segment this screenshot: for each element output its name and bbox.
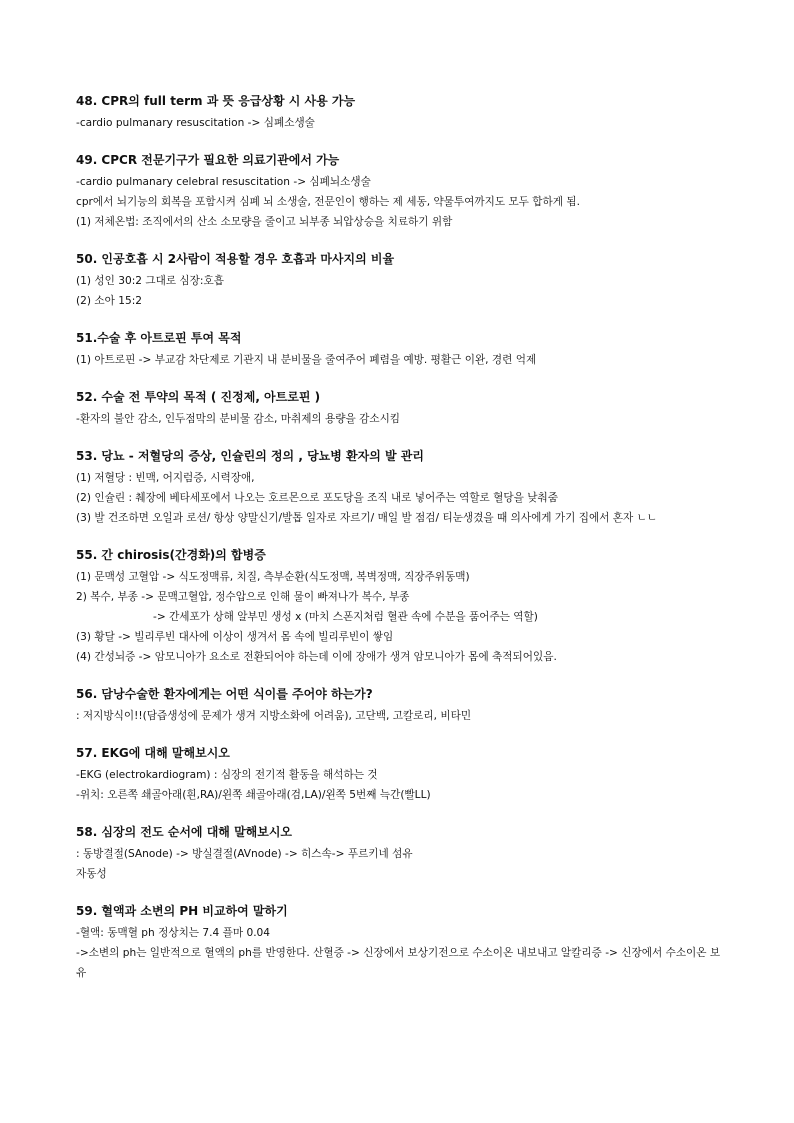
document-page: [76, 91, 722, 1000]
section-line: : 동방결절(SAnode) -> 방실결절(AVnode) -> 히스속-> 푸르키네 섬유: [76, 848, 413, 860]
section-line: 2) 복수, 부종 -> 문맥고혈압, 정수압으로 인해 물이 빠져나가 복수, 부종: [76, 591, 410, 603]
section-57: [76, 743, 722, 805]
section-line: (3) 황달 -> 빌리루빈 대사에 이상이 생겨서 몸 속에 빌리루빈이 쌓임: [76, 631, 394, 643]
section-line: (3) 발 건조하면 오일과 로션/ 항상 양말신기/발톱 일자로 자르기/ 매일 발 점검/ 티눈생겼을 때 의사에게 가기 집에서 혼자 ㄴㄴ: [76, 512, 658, 524]
section-55: [76, 545, 722, 667]
section-line: (1) 아트로핀 -> 부교감 차단제로 기관지 내 분비물을 줄여주어 폐렴을 예방. 평활근 이완, 경련 억제: [76, 354, 537, 366]
section-line: -> 간세포가 상해 알부민 생성 x (마치 스폰지처럼 혈관 속에 수분을 품어주는 역할): [153, 611, 538, 623]
section-line: -cardio pulmanary celebral resuscitation -> 심폐뇌소생술: [76, 176, 371, 188]
section-53: [76, 446, 722, 528]
section-line: 자동성: [76, 868, 107, 880]
section-heading: 59. 혈액과 소변의 PH 비교하여 말하기: [76, 904, 288, 918]
section-49: [76, 150, 722, 232]
section-line: : 저지방식이!!(담즙생성에 문제가 생겨 지방소화에 어려움), 고단백, 고칼로리, 비타민: [76, 710, 472, 722]
section-58: [76, 822, 722, 884]
section-heading: 52. 수술 전 투약의 목적 ( 진정제, 아트로핀 ): [76, 390, 321, 404]
section-line: (1) 성인 30:2 그대로 심장:호흡: [76, 275, 224, 287]
section-heading: 50. 인공호흡 시 2사람이 적용할 경우 호흡과 마사지의 비율: [76, 252, 395, 266]
section-heading: 48. CPR의 full term 과 뜻 응급상황 시 사용 가능: [76, 94, 356, 108]
section-heading: 49. CPCR 전문기구가 필요한 의료기관에서 가능: [76, 153, 340, 167]
section-line: (2) 소아 15:2: [76, 295, 142, 307]
section-line: cpr에서 뇌기능의 회복을 포함시켜 심폐 뇌 소생술, 전문인이 행하는 제 세동, 약물투여까지도 모두 합하게 됨.: [76, 196, 580, 208]
section-line: ->소변의 ph는 일반적으로 혈액의 ph를 반영한다. 산혈증 -> 신장에서 보상기전으로 수소이온 내보내고 알칼리증 -> 신장에서 수소이온 보유: [76, 947, 721, 979]
section-line: (4) 간성뇌증 -> 암모니아가 요소로 전환되어야 하는데 이에 장애가 생겨 암모니아가 몸에 축적되어있음.: [76, 651, 557, 663]
section-heading: 58. 심장의 전도 순서에 대해 말해보시오: [76, 825, 293, 839]
section-line: -EKG (electrokardiogram) : 심장의 전기적 활동을 해석하는 것: [76, 769, 378, 781]
section-heading: 55. 간 chirosis(간경화)의 합병증: [76, 548, 266, 562]
section-line: -cardio pulmanary resuscitation -> 심폐소생술: [76, 117, 315, 129]
section-line: -위치: 오른쪽 쇄골아래(흰,RA)/왼쪽 쇄골아래(검,LA)/왼쪽 5번째 늑간(빨LL): [76, 789, 431, 801]
section-line: -환자의 불안 감소, 인두점막의 분비물 감소, 마취제의 용량을 감소시킴: [76, 413, 401, 425]
section-56: [76, 684, 722, 726]
section-line: (2) 인슐린 : 췌장에 베타세포에서 나오는 호르몬으로 포도당을 조직 내로 넣어주는 역할로 혈당을 낮춰줌: [76, 492, 558, 504]
section-48: [76, 91, 722, 133]
section-line: (1) 문맥성 고혈압 -> 식도정맥류, 치질, 측부순환(식도정맥, 복벽정맥, 직장주위동맥): [76, 571, 470, 583]
section-heading: 53. 당뇨 - 저혈당의 증상, 인슐린의 정의 , 당뇨병 환자의 발 관리: [76, 449, 424, 463]
section-heading: 56. 담낭수술한 환자에게는 어떤 식이를 주어야 하는가?: [76, 687, 373, 701]
section-51: [76, 328, 722, 370]
section-59: [76, 901, 722, 983]
section-heading: 51.수술 후 아트로핀 투여 목적: [76, 331, 242, 345]
section-line: -혈액: 동맥혈 ph 정상치는 7.4 플마 0.04: [76, 927, 271, 939]
section-52: [76, 387, 722, 429]
section-heading: 57. EKG에 대해 말해보시오: [76, 746, 230, 760]
section-line: (1) 저체온법: 조직에서의 산소 소모량을 줄이고 뇌부종 뇌압상승을 치료하기 위함: [76, 216, 453, 228]
section-50: [76, 249, 722, 311]
section-line: (1) 저혈당 : 빈맥, 어지럼증, 시력장애,: [76, 472, 255, 484]
